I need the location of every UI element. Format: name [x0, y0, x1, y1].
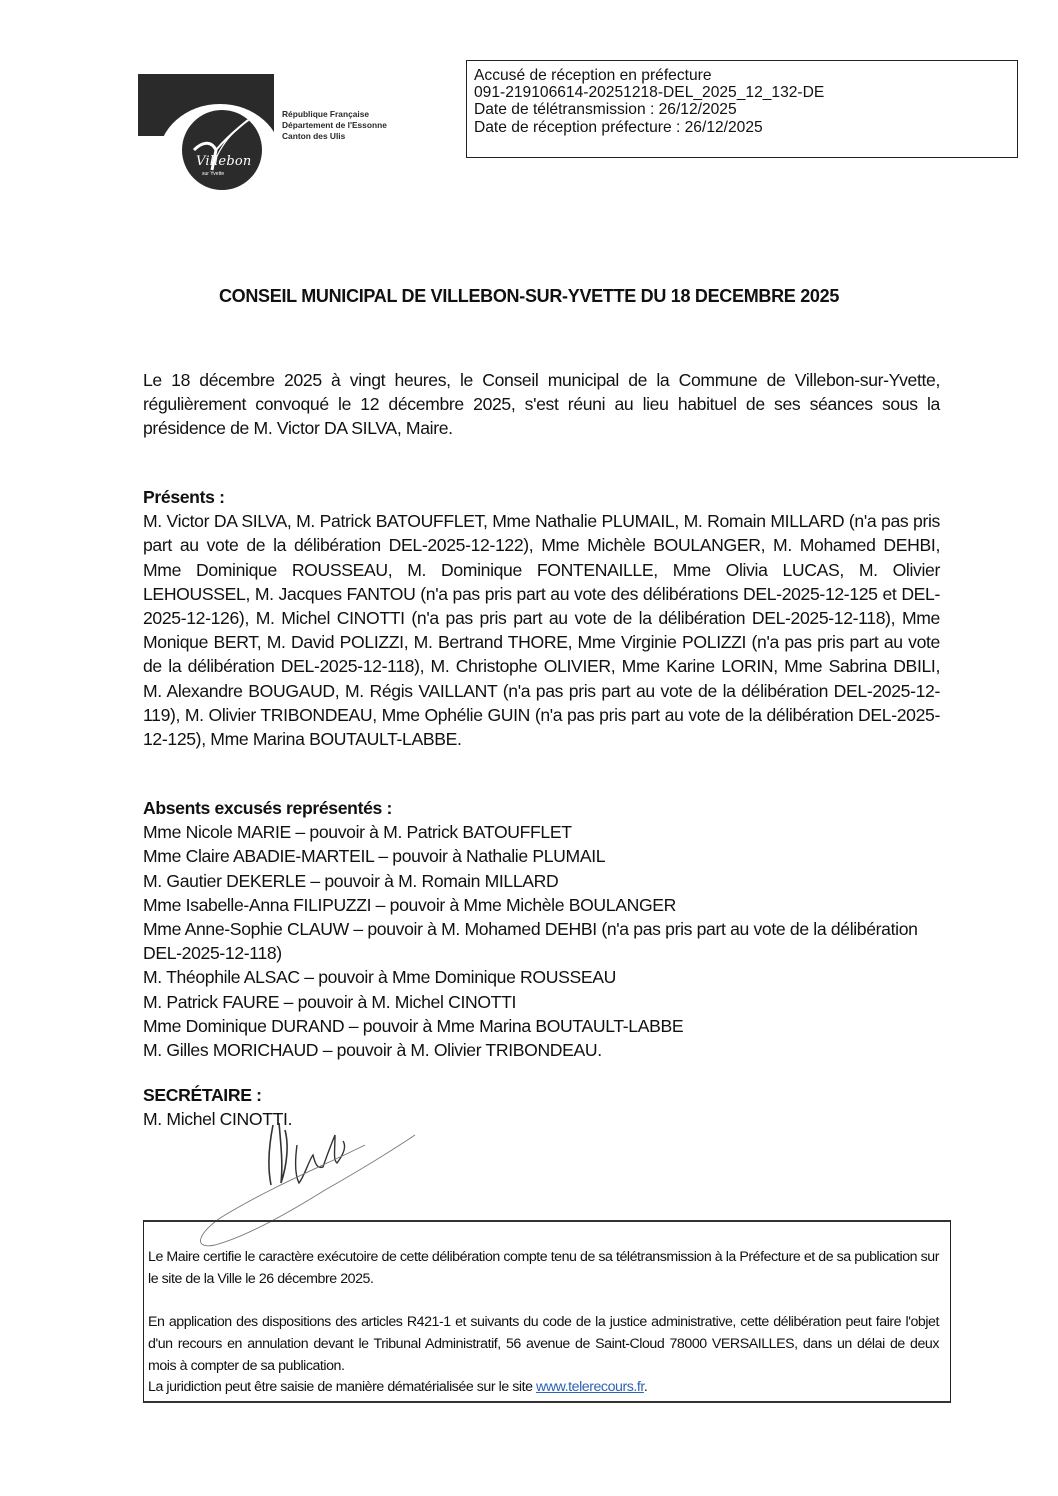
logo-subtitle: sur Yvette: [202, 171, 225, 177]
ack-reception-date: Date de réception préfecture : 26/12/2025: [474, 118, 763, 136]
institution-line: Département de l'Essonne: [282, 120, 387, 130]
intro-text: Le 18 décembre 2025 à vingt heures, le Conseil municipal de la Commune de Villebon-sur-Yvette, régulièrement convoqué le 12 décembre 2025, s'est réuni au lieu habituel de ses séances sous la présidence de M. Victor DA SILVA, Maire.: [143, 370, 940, 439]
prefecture-acknowledgement-box: [466, 60, 1018, 158]
institution-line: République Française: [282, 109, 370, 119]
proxy-item: M. Gautier DEKERLE – pouvoir à M. Romain MILLARD: [143, 870, 559, 891]
secretary-heading: SECRÉTAIRE :: [143, 1085, 262, 1105]
appeal-paragraph: [148, 1312, 939, 1399]
ack-title: Accusé de réception en préfecture: [474, 67, 712, 84]
proxy-item: M. Théophile ALSAC – pouvoir à Mme Dominique ROUSSEAU: [143, 967, 616, 988]
institution-line: Canton des Ulis: [282, 131, 346, 141]
online-suffix: .: [643, 1379, 648, 1396]
intro-paragraph: [143, 368, 940, 441]
presents-heading: Présents :: [143, 487, 225, 507]
telerecours-link[interactable]: www.telerecours.fr: [536, 1379, 644, 1396]
certification-paragraph: [148, 1247, 939, 1291]
heron-icon: [182, 110, 262, 190]
ack-reference: 091-219106614-20251218-DEL_2025_12_132-DE: [474, 84, 825, 102]
ack-transmission-date: Date de télétransmission : 26/12/2025: [474, 101, 737, 119]
certification-text: Le Maire certifie le caractère exécutoire de cette délibération compte tenu de sa télétransmission à la Préfecture et de sa publication sur le site de la Ville le 26 décembre 2025.: [148, 1249, 939, 1287]
proxy-item: Mme Isabelle-Anna FILIPUZZI – pouvoir à Mme Michèle BOULANGER: [143, 894, 677, 915]
presents-list: M. Victor DA SILVA, M. Patrick BATOUFFLET, Mme Nathalie PLUMAIL, M. Romain MILLARD (n'a pas pris part au vote de la délibération DEL-2025-12-122), Mme Michèle BOULANGER, M. Mohamed DEHBI, Mme Dominique ROUSSEAU, M. Dominique FONTENAILLE, Mme Olivia LUCAS, M. Olivier LEHOUSSEL, M. Jacques FANTOU (n'a pas pris part au vote des délibérations DEL-2025-12-125 et DEL-2025-12-126), M. Michel CINOTTI (n'a pas pris part au vote de la délibération DEL-2025-12-118), Mme Monique BERT, M. David POLIZZI, M. Bertrand THORE, Mme Virginie POLIZZI (n'a pas pris part au vote de la délibération DEL-2025-12-118), M. Christophe OLIVIER, Mme Karine LORIN, Mme Sabrina DBILI, M. Alexandre BOUGAUD, M. Régis VAILLANT (n'a pas pris part au vote de la délibération DEL-2025-12-119), M. Olivier TRIBONDEAU, Mme Ophélie GUIN (n'a pas pris part au vote de la délibération DEL-2025-12-125), Mme Marina BOUTAULT-LABBE.: [143, 511, 940, 750]
secretary-name: M. Michel CINOTTI.: [143, 1109, 293, 1130]
proxy-item: Mme Claire ABADIE-MARTEIL – pouvoir à Nathalie PLUMAIL: [143, 846, 606, 867]
absents-section: [143, 796, 940, 1062]
institution-block: [282, 109, 387, 142]
proxy-item: Mme Dominique DURAND – pouvoir à Mme Marina BOUTAULT-LABBE: [143, 1015, 684, 1036]
villebon-logo: [182, 110, 262, 190]
online-appeal-line: [148, 1377, 939, 1399]
proxy-item: Mme Anne-Sophie CLAUW – pouvoir à M. Mohamed DEHBI (n'a pas pris part au vote de la délibération DEL-2025-12-118): [143, 919, 918, 964]
presents-section: [143, 485, 940, 751]
logo-wordmark: Villebon: [196, 154, 252, 169]
proxy-item: M. Gilles MORICHAUD – pouvoir à M. Olivier TRIBONDEAU.: [143, 1040, 602, 1061]
proxy-item: Mme Nicole MARIE – pouvoir à M. Patrick BATOUFFLET: [143, 822, 572, 843]
absents-heading: Absents excusés représentés :: [143, 798, 392, 818]
appeal-text: En application des dispositions des articles R421-1 et suivants du code de la justice administrative, cette délibération peut faire l'objet d'un recours en annulation devant le Tribunal Administratif, 56 avenue de Saint-Cloud 78000 VERSAILLES, dans un délai de deux mois à compter de sa publication.: [148, 1314, 939, 1374]
document-title: CONSEIL MUNICIPAL DE VILLEBON-SUR-YVETTE DU 18 DECEMBRE 2025: [218, 286, 840, 306]
proxy-item: M. Patrick FAURE – pouvoir à M. Michel CINOTTI: [143, 991, 516, 1012]
online-prefix: La juridiction peut être saisie de manière dématérialisée sur le site: [148, 1379, 537, 1396]
